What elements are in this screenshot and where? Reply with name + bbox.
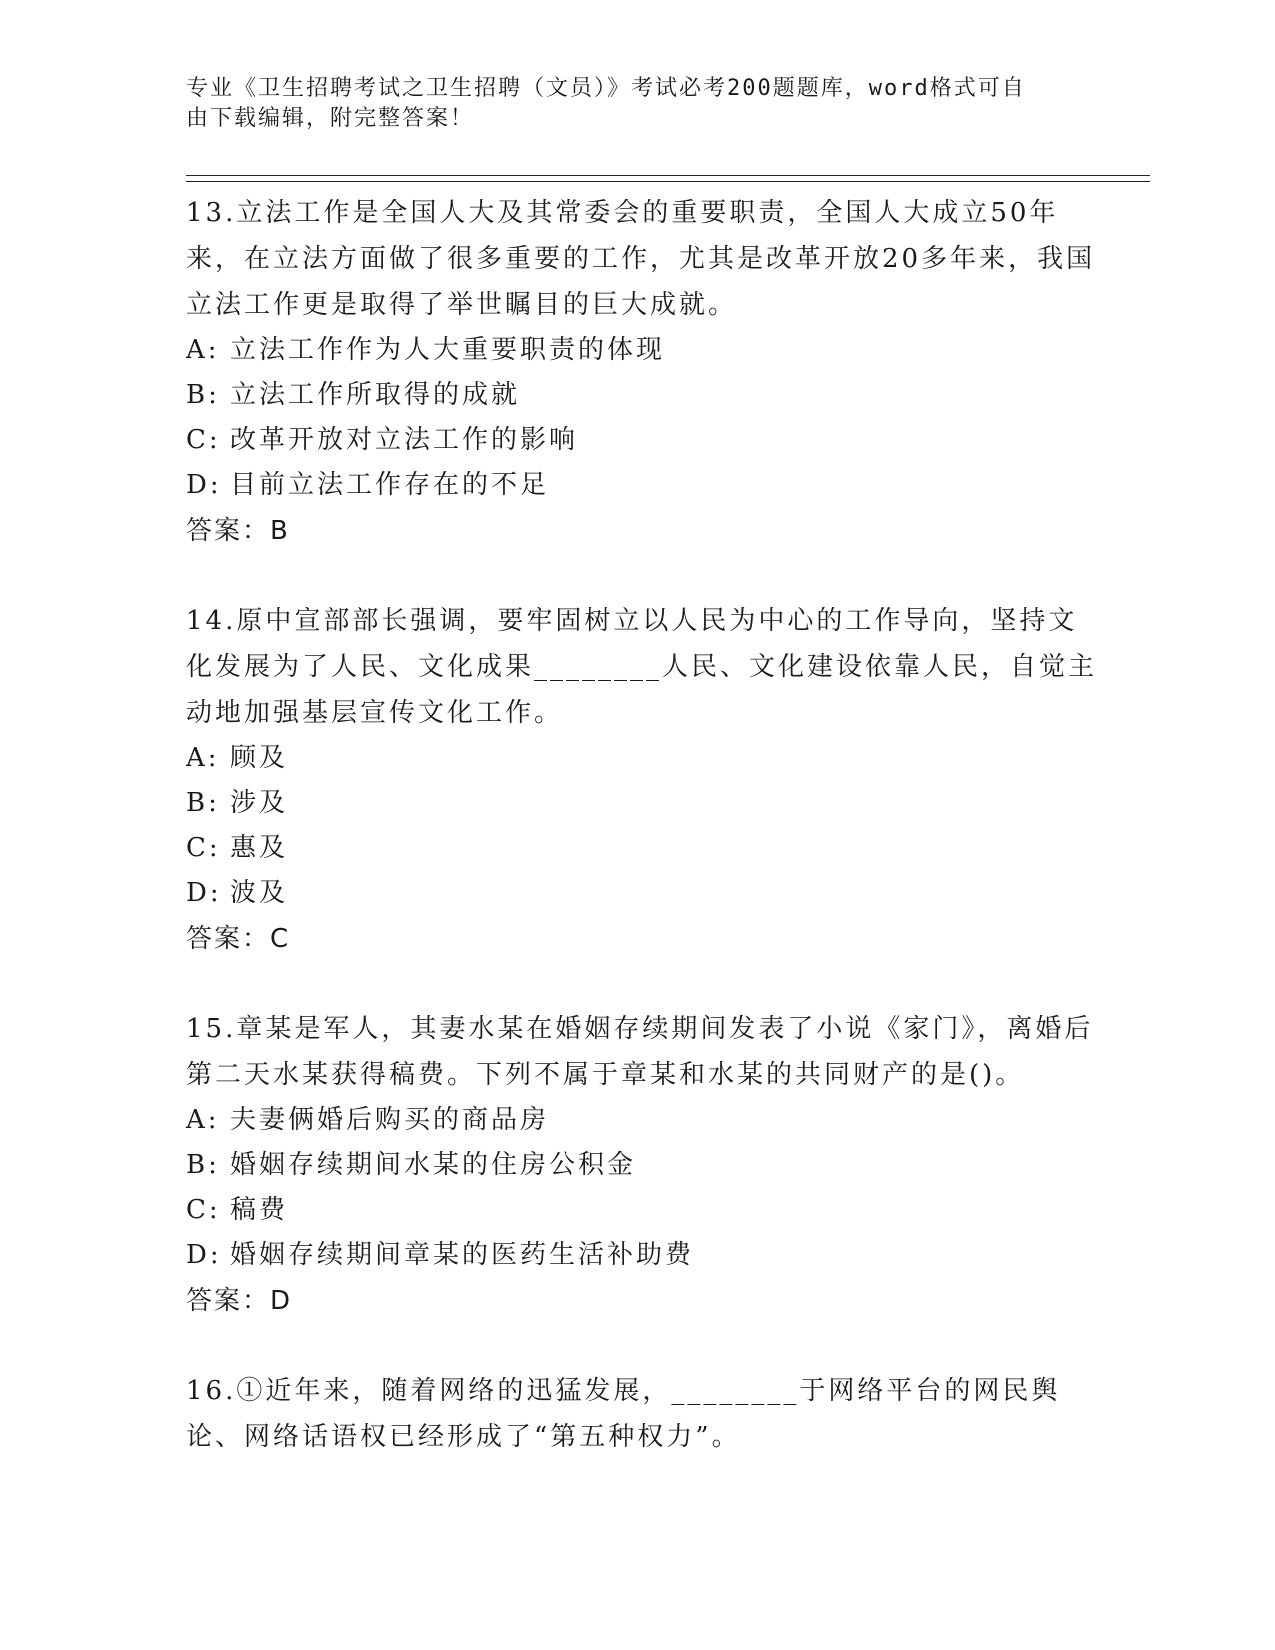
question-15 [186, 1006, 1106, 1324]
question-stem: 15.章某是军人，其妻水某在婚姻存续期间发表了小说《家门》，离婚后第二天水某获得稿费。下列不属于章某和水某的共同财产的是()。 [186, 1014, 1094, 1090]
header-divider-bottom [186, 181, 1150, 182]
option-key: A: [186, 1105, 220, 1135]
option-text: 惠及 [230, 833, 289, 863]
option-key: D: [186, 470, 222, 500]
option-a [186, 1098, 1106, 1143]
option-c [186, 826, 1106, 871]
option-d [186, 1233, 1106, 1278]
option-text: 夫妻俩婚后购买的商品房 [230, 1105, 550, 1135]
header-line-2: 由下载编辑，附完整答案！ [186, 106, 475, 131]
option-c [186, 418, 1106, 463]
option-text: 稿费 [230, 1195, 289, 1225]
option-key: A: [186, 335, 220, 365]
option-text: 立法工作作为人大重要职责的体现 [230, 335, 666, 365]
question-stem: 16.①近年来，随着网络的迅猛发展，________于网络平台的网民舆论、网络话语权已经形成了“第五种权力”。 [186, 1376, 1061, 1452]
option-text: 改革开放对立法工作的影响 [230, 425, 579, 455]
option-key: D: [186, 878, 222, 908]
option-key: D: [186, 1240, 222, 1270]
option-text: 波及 [230, 878, 289, 908]
option-key: B: [186, 788, 220, 818]
option-key: C: [186, 1195, 221, 1225]
option-d [186, 463, 1106, 508]
option-text: 涉及 [230, 788, 289, 818]
question-13 [186, 190, 1106, 554]
option-key: B: [186, 1150, 220, 1180]
question-stem: 14.原中宣部部长强调，要牢固树立以人民为中心的工作导向，坚持文化发展为了人民、文化成果________人民、文化建设依靠人民，自觉主动地加强基层宣传文化工作。 [186, 606, 1098, 728]
question-stem: 13.立法工作是全国人大及其常委会的重要职责，全国人大成立50年来，在立法方面做了很多重要的工作，尤其是改革开放20多年来，我国立法工作更是取得了举世瞩目的巨大成就。 [186, 198, 1096, 320]
option-b [186, 373, 1106, 418]
option-text: 目前立法工作存在的不足 [230, 470, 550, 500]
option-a [186, 736, 1106, 781]
option-text: 立法工作所取得的成就 [230, 380, 521, 410]
answer-label: 答案：C [186, 924, 291, 954]
question-16 [186, 1368, 1106, 1460]
option-text: 婚姻存续期间水某的住房公积金 [230, 1150, 637, 1180]
question-list [186, 190, 1106, 1504]
answer-label: 答案：B [186, 516, 290, 546]
question-14 [186, 598, 1106, 962]
option-key: C: [186, 425, 221, 455]
option-b [186, 781, 1106, 826]
header-divider-top [186, 175, 1150, 176]
document-header [186, 74, 1086, 134]
option-key: A: [186, 743, 220, 773]
option-text: 婚姻存续期间章某的医药生活补助费 [230, 1240, 695, 1270]
answer-label: 答案：D [186, 1286, 293, 1316]
option-key: B: [186, 380, 220, 410]
option-a [186, 328, 1106, 373]
option-c [186, 1188, 1106, 1233]
option-key: C: [186, 833, 221, 863]
option-text: 顾及 [230, 743, 289, 773]
option-d [186, 871, 1106, 916]
option-b [186, 1143, 1106, 1188]
header-line-1: 专业《卫生招聘考试之卫生招聘（文员）》考试必考200题题库，word格式可自 [186, 76, 1026, 101]
